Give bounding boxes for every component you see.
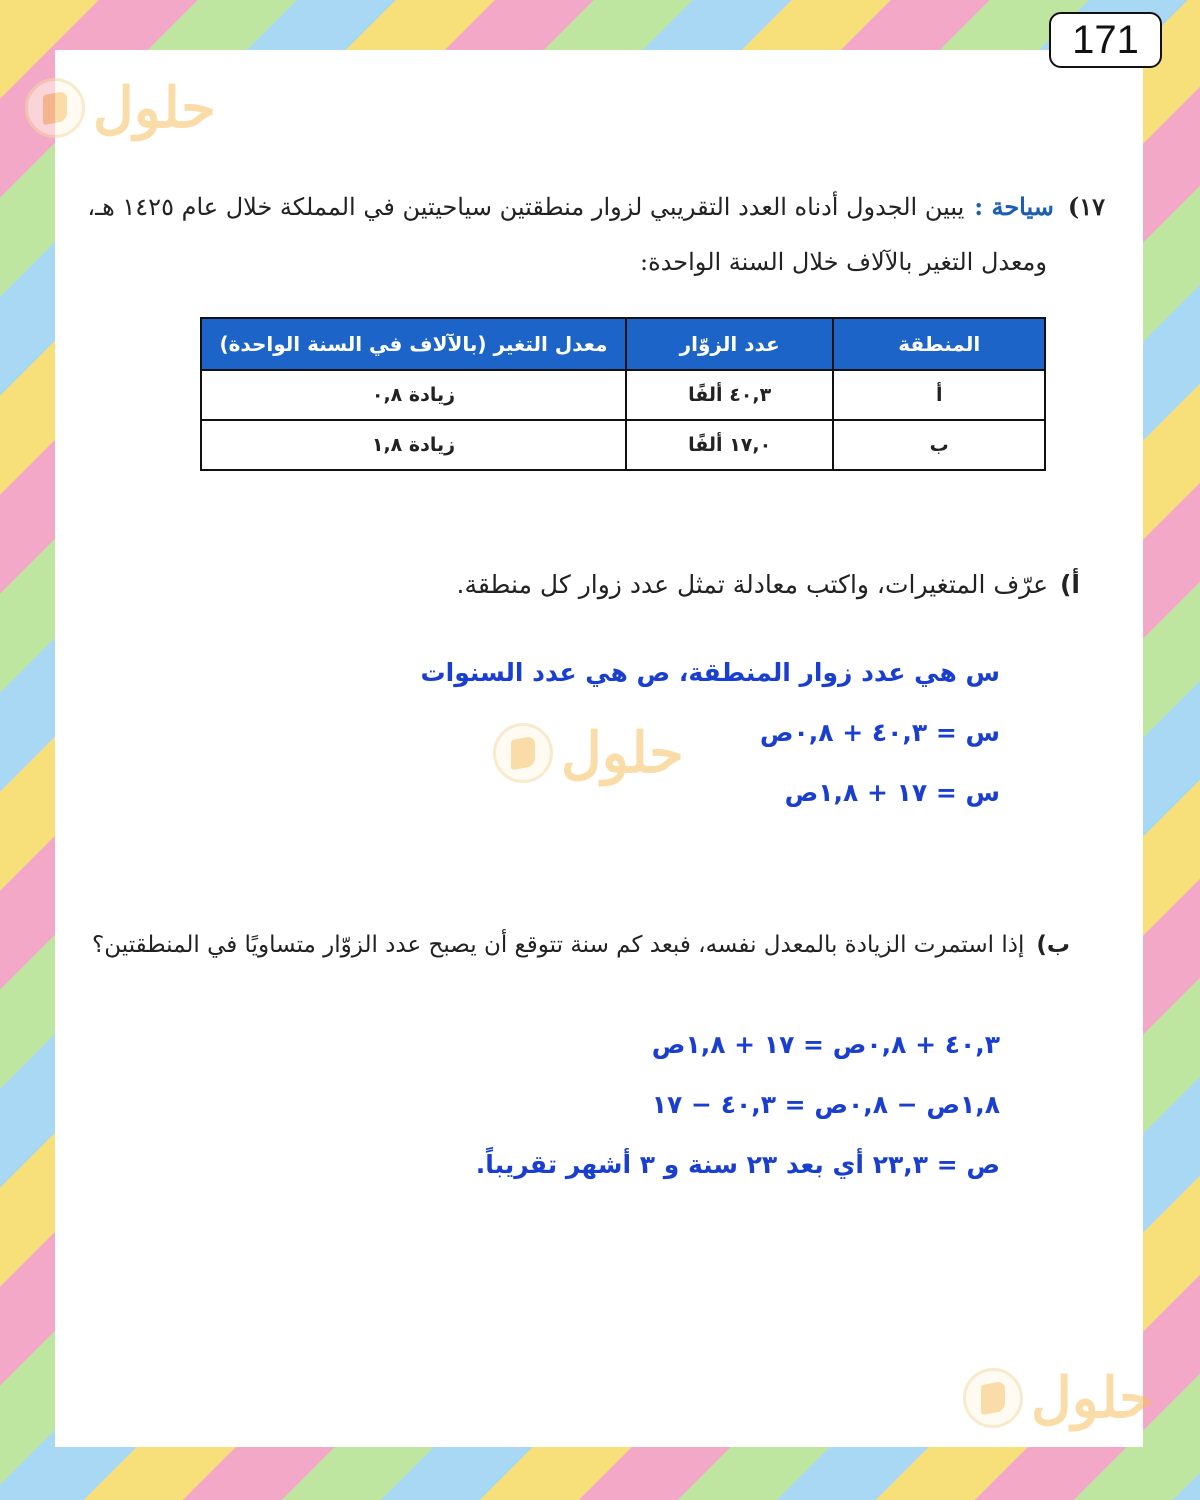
question-line-1: [87, 192, 1105, 221]
part-a-question: [457, 570, 1080, 599]
part-b-answer-3: ص = ٢٣,٣ أي بعد ٢٣ سنة و ٣ أشهر تقريباً.: [475, 1150, 1000, 1179]
part-a-text: عرّف المتغيرات، واكتب معادلة تمثل عدد زوار كل منطقة.: [456, 570, 1048, 599]
part-b-label: ب): [1036, 932, 1070, 958]
question-topic: سياحة :: [974, 192, 1054, 221]
cell-visitors: ٤٠,٣ ألفًا: [626, 370, 834, 420]
visitors-table: [200, 317, 1046, 471]
question-text-2: ومعدل التغير بالآلاف خلال السنة الواحدة:: [640, 248, 1047, 276]
cell-region: أ: [833, 370, 1045, 420]
part-a-label: أ): [1060, 570, 1080, 599]
header-region: المنطقة: [833, 318, 1045, 370]
watermark-logo-top: [25, 75, 216, 141]
part-b-question: [92, 932, 1070, 958]
logo-text: حلول: [561, 720, 684, 786]
page-number-badge: 171: [1049, 12, 1162, 68]
part-b-answer-1: ٤٠,٣ + ٠,٨ص = ١٧ + ١,٨ص: [651, 1030, 1000, 1059]
table-header-row: [201, 318, 1045, 370]
question-number: ١٧): [1067, 192, 1105, 221]
part-b-text: إذا استمرت الزيادة بالمعدل نفسه، فبعد كم سنة تتوقع أن يصبح عدد الزوّار متساويًا في المنطقتين؟: [92, 932, 1025, 958]
watermark-logo-bottom: [963, 1365, 1154, 1431]
part-b-answer-2: ١,٨ص − ٠,٨ص = ٤٠,٣ − ١٧: [651, 1090, 1000, 1119]
book-icon: [493, 723, 553, 783]
logo-text: حلول: [93, 75, 216, 141]
cell-region: ب: [833, 420, 1045, 470]
header-rate: معدل التغير (بالآلاف في السنة الواحدة): [201, 318, 626, 370]
book-icon: [25, 78, 85, 138]
cell-visitors: ١٧,٠ ألفًا: [626, 420, 834, 470]
cell-rate: زيادة ١,٨: [201, 420, 626, 470]
cell-rate: زيادة ٠,٨: [201, 370, 626, 420]
header-visitors: عدد الزوّار: [626, 318, 834, 370]
question-text-1: يبين الجدول أدناه العدد التقريبي لزوار منطقتين سياحيتين في المملكة خلال عام ١٤٢٥ هـ،: [87, 193, 965, 221]
table-row: [201, 370, 1045, 420]
part-a-answer-2: س = ٤٠,٣ + ٠,٨ص: [759, 718, 1000, 747]
watermark-logo-middle: [493, 720, 684, 786]
part-a-answer-1: س هي عدد زوار المنطقة، ص هي عدد السنوات: [420, 658, 1000, 687]
question-line-2: [640, 248, 1047, 276]
book-icon: [963, 1368, 1023, 1428]
part-a-answer-3: س = ١٧ + ١,٨ص: [784, 778, 1000, 807]
logo-text: حلول: [1031, 1365, 1154, 1431]
table-row: [201, 420, 1045, 470]
